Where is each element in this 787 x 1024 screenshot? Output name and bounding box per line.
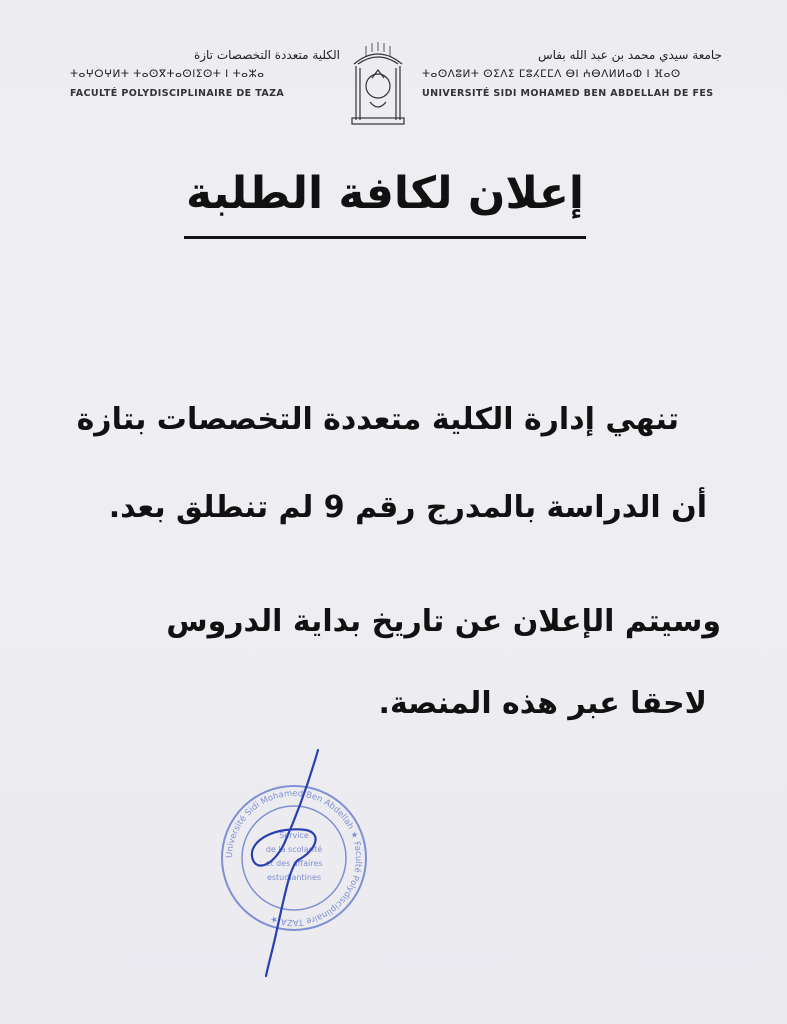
stamp-ring-text: Université Sidi Mohamed Ben Abdellah ★ Faculté Polydisciplinaire TAZA ★ — [224, 788, 364, 928]
announcement-title: إعلان لكافة الطلبة — [186, 168, 584, 219]
university-header — [422, 48, 722, 99]
stamp-line-3: et des affaires — [265, 859, 323, 868]
faculty-name-french: FACULTÉ POLYDISCIPLINAIRE DE TAZA — [70, 88, 285, 99]
body-line-2: أن الدراسة بالمدرج رقم 9 لم تنطلق بعد. — [108, 490, 707, 525]
official-stamp — [214, 748, 374, 978]
stamp-line-4: estudiantines — [266, 873, 322, 882]
university-logo — [346, 42, 410, 126]
stamp-seal — [222, 786, 366, 930]
university-name-arabic: جامعة سيدي محمد بن عبد الله بفاس — [537, 48, 722, 62]
title-underline — [184, 236, 586, 239]
university-name-tifinagh: ⵜⴰⵙⴷⵓⵍⵜ ⵙⵉⴷⵉ ⵎⵓⵃⵎⵎⴷ ⴱⵏ ⵄⴱⴷⵍⵍⴰⵀ ⵏ ⴼⴰⵙ — [422, 68, 681, 80]
stamp-line-1: Service — [279, 831, 309, 840]
faculty-header — [70, 48, 340, 99]
body-line-4: لاحقا عبر هذه المنصة. — [378, 686, 707, 721]
university-name-french: UNIVERSITÉ SIDI MOHAMED BEN ABDELLAH DE FES — [422, 88, 714, 99]
body-line-1: تنهي إدارة الكلية متعددة التخصصات بتازة — [76, 402, 679, 437]
body-line-3: وسيتم الإعلان عن تاريخ بداية الدروس — [166, 604, 721, 639]
svg-text:Université Sidi Mohamed Ben Ab — [225, 789, 363, 927]
stamp-line-2: de la scolarité — [265, 845, 323, 854]
faculty-name-arabic: الكلية متعددة التخصصات تازة — [193, 48, 340, 62]
faculty-name-tifinagh: ⵜⴰⵖⵔⵖⵍⵜ ⵜⴰⵙⴳⵜⴰⵙⵏⵉⵙⵜ ⵏ ⵜⴰⵣⴰ — [70, 68, 265, 80]
